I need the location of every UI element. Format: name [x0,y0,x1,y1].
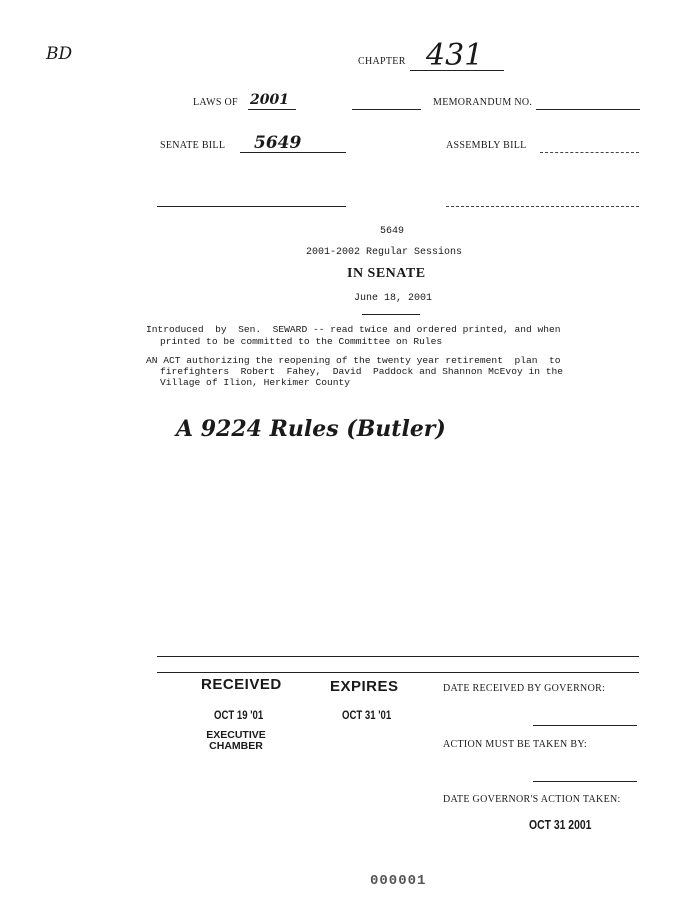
memorandum-label: MEMORANDUM NO. [433,97,533,108]
lower-rule-1 [157,656,639,657]
assembly-bill-underline [540,152,639,153]
laws-of-underline [248,109,296,110]
bill-house: IN SENATE [347,266,426,281]
bill-number: 5649 [380,226,405,237]
introduced-line-2: printed to be committed to the Committee on Rules [160,336,443,347]
action-by-line [533,781,637,782]
received-stamp-date: OCT 19 '01 [214,708,264,722]
bill-date-rule [362,314,420,315]
corner-handwritten-mark: BD [46,44,73,64]
chapter-label: CHAPTER [358,56,406,67]
received-office-line-1: EXECUTIVE [206,729,266,741]
page-number: 000001 [370,873,427,889]
lower-rule-2 [157,672,639,673]
act-line-3: Village of Ilion, Herkimer County [160,377,350,388]
received-stamp-office [205,730,267,752]
received-office-line-2: CHAMBER [209,740,263,752]
memo-left-line [352,109,421,110]
action-taken-date-stamp: OCT 31 2001 [529,817,592,832]
bill-date: June 18, 2001 [354,293,433,304]
chapter-number-handwritten: 431 [426,38,484,73]
senate-bill-label: SENATE BILL [160,140,226,151]
date-received-line [533,725,637,726]
expires-stamp-date: OCT 31 '01 [342,708,392,722]
laws-of-year: 2001 [250,92,289,108]
blank-line-left [157,206,346,207]
date-received-label: DATE RECEIVED BY GOVERNOR: [443,683,606,694]
blank-line-right [446,206,639,207]
received-stamp-label: RECEIVED [201,676,282,693]
laws-of-label: LAWS OF [193,97,238,108]
memorandum-underline [536,109,640,110]
senate-bill-number: 5649 [254,133,302,153]
act-line-2: firefighters Robert Fahey, David Paddock and Shannon McEvoy in the [160,366,564,377]
action-by-label: ACTION MUST BE TAKEN BY: [443,739,588,750]
assembly-bill-label: ASSEMBLY BILL [446,140,527,151]
chapter-underline [410,70,504,71]
expires-stamp-label: EXPIRES [330,678,399,695]
senate-bill-underline [240,152,346,153]
act-line-1: AN ACT authorizing the reopening of the twenty year retirement plan to [146,355,561,366]
introduced-line-1: Introduced by Sen. SEWARD -- read twice and ordered printed, and when [146,324,561,335]
action-taken-label: DATE GOVERNOR'S ACTION TAKEN: [443,794,621,805]
bill-session: 2001-2002 Regular Sessions [306,247,463,258]
handwritten-assembly-note: A 9224 Rules (Butler) [176,416,446,442]
